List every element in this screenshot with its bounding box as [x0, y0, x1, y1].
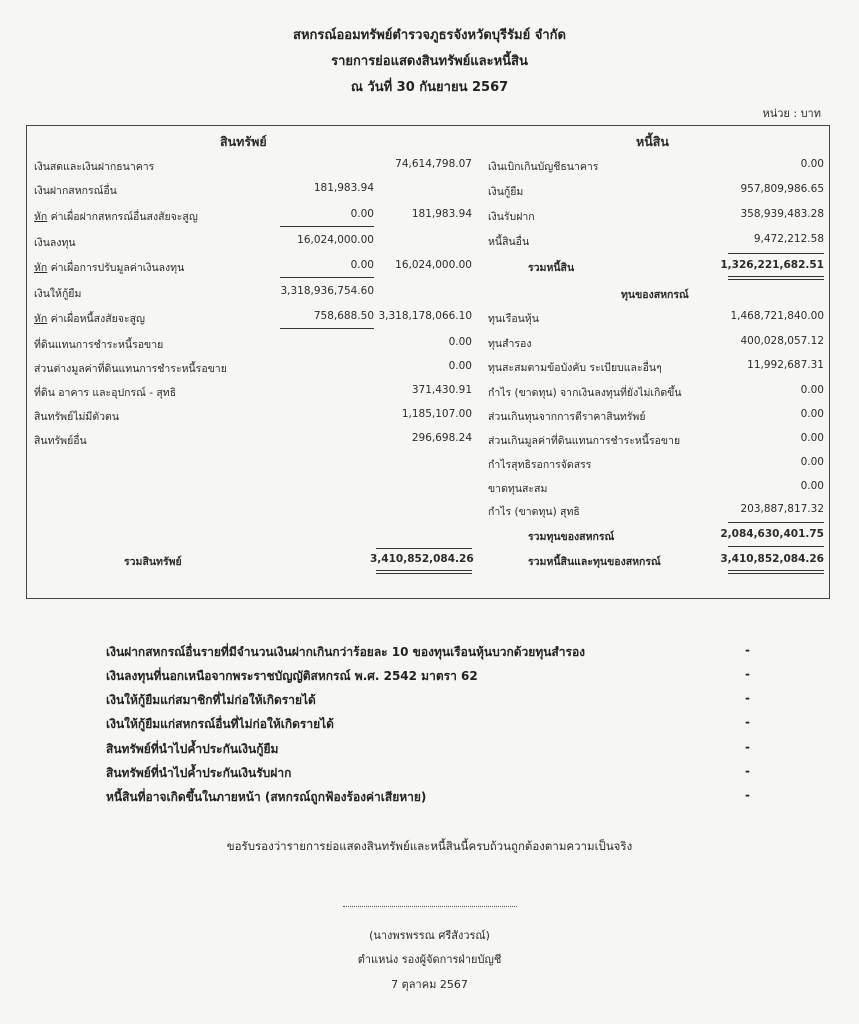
asset-amount: 16,024,000.00: [297, 234, 374, 246]
less-prefix: หัก: [34, 211, 48, 223]
subtotal-line: [280, 328, 374, 329]
equity-label: กำไร (ขาดทุน) สุทธิ: [488, 506, 580, 518]
asset-label: [34, 310, 145, 327]
equity-label: ทุนสำรอง: [488, 338, 532, 350]
unit-label: หน่วย : บาท: [762, 107, 821, 120]
asset-amount: 758,688.50: [313, 310, 374, 322]
note-value: -: [745, 740, 750, 754]
certification-text: ขอรับรองว่ารายการย่อแสดงสินทรัพย์และหนี้สินนี้ครบถ้วนถูกต้องตามความเป็นจริง: [226, 839, 633, 853]
report-title: รายการย่อแสดงสินทรัพย์และหนี้สิน: [331, 54, 528, 69]
asset-label: ที่ดิน อาคาร และอุปกรณ์ - สุทธิ: [34, 387, 177, 399]
equity-label: กำไรสุทธิรอการจัดสรร: [488, 459, 592, 471]
subtotal-line: [280, 277, 374, 278]
asset-label: สินทรัพย์ไม่มีตัวตน: [34, 411, 120, 423]
liability-value: 358,939,483.28: [740, 208, 824, 220]
equity-value: 400,028,057.12: [740, 335, 824, 347]
less-prefix: หัก: [34, 313, 48, 325]
asset-label: เงินลงทุน: [34, 237, 76, 249]
asset-total: 371,430.91: [411, 384, 472, 396]
total-equity-label: รวมทุนของสหกรณ์: [528, 531, 615, 543]
equity-label: ส่วนเกินทุนจากการตีราคาสินทรัพย์: [488, 411, 646, 423]
asset-total: 181,983.94: [411, 208, 472, 220]
asset-label: ที่ดินแทนการชำระหนี้รอขาย: [34, 339, 164, 351]
asset-label-text: ค่าเผื่อการปรับมูลค่าเงินลงทุน: [47, 262, 185, 274]
asset-total: 3,318,178,066.10: [378, 310, 472, 322]
equity-value: 0.00: [800, 384, 824, 396]
asset-amount: 0.00: [350, 208, 374, 220]
equity-label: กำไร (ขาดทุน) จากเงินลงทุนที่ยังไม่เกิดขึ้น: [488, 387, 682, 399]
note-label: หนี้สินที่อาจเกิดขึ้นในภายหน้า (สหกรณ์ถูกฟ้องร้องค่าเสียหาย): [106, 790, 427, 804]
liability-value: 957,809,986.65: [740, 183, 824, 195]
double-underline: [728, 276, 824, 277]
total-top-line: [728, 546, 824, 547]
asset-label: [34, 259, 184, 276]
asset-total: 1,185,107.00: [401, 408, 472, 420]
note-label: เงินลงทุนที่นอกเหนือจากพระราชบัญญัติสหกรณ์ พ.ศ. 2542 มาตรา 62: [106, 669, 478, 683]
report-date: ณ วันที่ 30 กันยายน 2567: [350, 80, 509, 95]
total-equity-value: 2,084,630,401.75: [720, 528, 824, 540]
assets-heading: สินทรัพย์: [220, 134, 267, 149]
subtotal-line: [280, 226, 374, 227]
total-top-line: [728, 253, 824, 254]
equity-label: ทุนสะสมตามข้อบังคับ ระเบียบและอื่นๆ: [488, 362, 662, 374]
equity-value: 0.00: [800, 408, 824, 420]
note-value: -: [745, 667, 750, 681]
liability-label: หนี้สินอื่น: [488, 236, 530, 248]
asset-label: เงินฝากสหกรณ์อื่น: [34, 185, 117, 197]
note-value: -: [745, 764, 750, 778]
asset-total: 296,698.24: [411, 432, 472, 444]
liability-label: เงินเบิกเกินบัญชีธนาคาร: [488, 161, 599, 173]
equity-label: ขาดทุนสะสม: [488, 483, 548, 495]
asset-amount: 3,318,936,754.60: [280, 285, 374, 297]
total-top-line: [376, 548, 472, 549]
asset-total: 0.00: [448, 360, 472, 372]
asset-total: 16,024,000.00: [395, 259, 472, 271]
liability-label: เงินกู้ยืม: [488, 186, 524, 198]
double-underline: [376, 573, 472, 574]
note-value: -: [745, 788, 750, 802]
signature-date: 7 ตุลาคม 2567: [391, 978, 468, 991]
asset-label: สินทรัพย์อื่น: [34, 435, 87, 447]
asset-label-text: ค่าเผื่อหนี้สงสัยจะสูญ: [47, 313, 145, 325]
total-top-line: [728, 522, 824, 523]
asset-total: 74,614,798.07: [395, 158, 472, 170]
asset-amount: 0.00: [350, 259, 374, 271]
org-title: สหกรณ์ออมทรัพย์ตำรวจภูธรจังหวัดบุรีรัมย์ จำกัด: [293, 28, 566, 43]
note-value: -: [745, 691, 750, 705]
asset-total: 0.00: [448, 336, 472, 348]
note-value: -: [745, 643, 750, 657]
total-assets-value: 3,410,852,084.26: [370, 553, 474, 565]
double-underline: [376, 570, 472, 571]
equity-label: ส่วนเกินมูลค่าที่ดินแทนการชำระหนี้รอขาย: [488, 435, 681, 447]
double-underline: [728, 570, 824, 571]
equity-value: 0.00: [800, 480, 824, 492]
equity-value: 0.00: [800, 456, 824, 468]
note-label: สินทรัพย์ที่นำไปค้ำประกันเงินกู้ยืม: [106, 742, 279, 756]
note-label: เงินให้กู้ยืมแก่สมาชิกที่ไม่ก่อให้เกิดรายได้: [106, 693, 316, 707]
equity-value: 203,887,817.32: [740, 503, 824, 515]
liability-value: 0.00: [800, 158, 824, 170]
equity-value: 0.00: [800, 432, 824, 444]
signer-name: (นางพรพรรณ ศรีสังวรณ์): [369, 929, 490, 942]
total-assets-label: รวมสินทรัพย์: [124, 556, 182, 568]
equity-heading: ทุนของสหกรณ์: [621, 289, 689, 301]
less-prefix: หัก: [34, 262, 48, 274]
total-liabilities-label: รวมหนี้สิน: [528, 262, 575, 274]
liability-label: เงินรับฝาก: [488, 211, 535, 223]
asset-label: ส่วนต่างมูลค่าที่ดินแทนการชำระหนี้รอขาย: [34, 363, 227, 375]
signature-line: [343, 906, 517, 907]
equity-value: 1,468,721,840.00: [730, 310, 824, 322]
liability-value: 9,472,212.58: [753, 233, 824, 245]
grand-total-value: 3,410,852,084.26: [720, 553, 824, 565]
equity-value: 11,992,687.31: [747, 359, 824, 371]
asset-amount: 181,983.94: [313, 182, 374, 194]
note-label: เงินฝากสหกรณ์อื่นรายที่มีจำนวนเงินฝากเกินกว่าร้อยละ 10 ของทุนเรือนหุ้นบวกด้วยทุนสำรอง: [106, 645, 586, 659]
double-underline: [728, 573, 824, 574]
asset-label: เงินให้กู้ยืม: [34, 288, 82, 300]
asset-label-text: ค่าเผื่อฝากสหกรณ์อื่นสงสัยจะสูญ: [47, 211, 198, 223]
note-value: -: [745, 715, 750, 729]
equity-label: ทุนเรือนหุ้น: [488, 313, 539, 325]
note-label: สินทรัพย์ที่นำไปค้ำประกันเงินรับฝาก: [106, 766, 292, 780]
total-liabilities-value: 1,326,221,682.51: [720, 259, 824, 271]
signer-position: ตำแหน่ง รองผู้จัดการฝ่ายบัญชี: [357, 953, 502, 966]
note-label: เงินให้กู้ยืมแก่สหกรณ์อื่นที่ไม่ก่อให้เกิดรายได้: [106, 717, 334, 731]
double-underline: [728, 279, 824, 280]
grand-total-label: รวมหนี้สินและทุนของสหกรณ์: [528, 556, 661, 568]
asset-label: [34, 208, 198, 225]
asset-label: เงินสดและเงินฝากธนาคาร: [34, 161, 155, 173]
liabilities-heading: หนี้สิน: [636, 134, 669, 149]
